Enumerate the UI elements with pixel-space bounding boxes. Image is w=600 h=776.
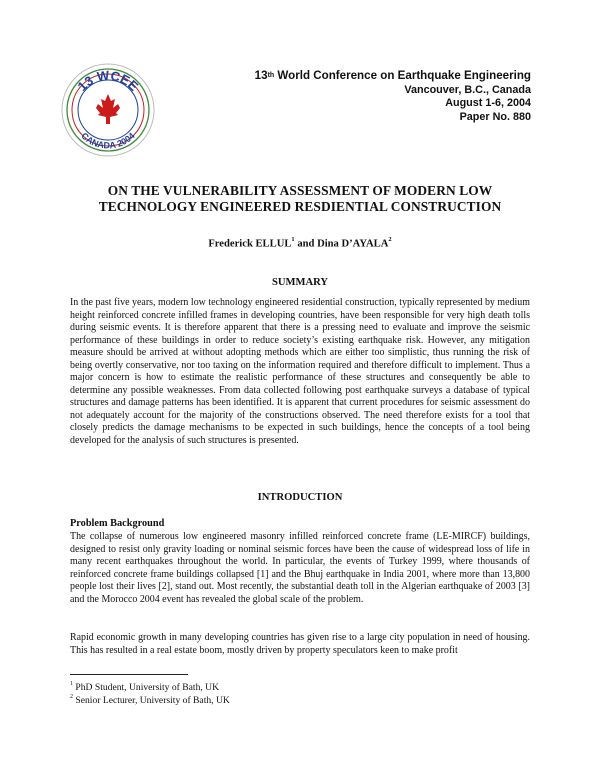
conference-header [201,69,531,124]
footnote-2: $^2$ Senior Lecturer, University of Bath, UK [70,694,230,707]
logo-bottom-text: CANADA 2004 [79,130,137,151]
conference-dates: August 1-6, 2004 [445,97,531,110]
conference-name: 13th World Conference on Earthquake Engineering [254,69,531,82]
wcee-logo [60,62,156,158]
paper-title [60,183,540,214]
author-list: Frederick ELLUL$^1$ and Dina D’AYALA$^2$ [208,236,392,250]
title-line-1: ON THE VULNERABILITY ASSESSMENT OF MODERN LOW [107,183,493,198]
paper-number: Paper No. 880 [459,110,531,123]
author-1-footnote-mark: 1 [291,236,295,243]
introduction-heading: INTRODUCTION [257,492,343,503]
author-2-footnote-mark: 2 [388,236,392,243]
footnote-divider [70,674,188,675]
summary-paragraph: In the past five years, modern low technology engineered residential construction, typically represented by medium height reinforced concrete infilled frames in developing countries, have been responsible for very high death tolls during seismic events. It is therefore apparent that there is a pressing need to evaluate and improve the seismic performance of these buildings in order to reduce society’s existing earthquake risk. However, any mitigation measure should be arrived at without adopting methods which are either too simplistic, thus running the risk of being overtly conservative, nor too taxing on the information required and therefore difficult to implement. Thus a major concern is how to estimate the realistic performance of these structures and consequently be able to determine any possible weaknesses. From data collected following post earthquake surveys a database of typical structures and damage patterns has been identified. It is apparent that current procedures for seismic assessment do not adequately account for the majority of the constructions observed. The need therefore exists for a tool that closely predicts the damage mechanisms to be expected in such buildings, hence the concepts of a tool being developed for the analysis of such structures is presented. [70,297,530,446]
footnote-1: $^1$ PhD Student, University of Bath, UK [70,681,220,694]
summary-heading: SUMMARY [271,277,329,288]
conference-location: Vancouver, B.C., Canada [404,84,531,97]
author-1: Frederick ELLUL [208,238,292,250]
problem-background-heading: Problem Background [70,518,165,529]
logo-top-text: 13 WCEE [74,67,142,94]
introduction-paragraph-1: The collapse of numerous low engineered masonry infilled reinforced concrete frame (LE-MIRCF) buildings, designed to resist only gravity loading or nominal seismic forces have been the cause of widespread loss of life in many recent earthquakes throughout the world. In particular, the events of Turkey 1999, where thousands of reinforced concrete frame buildings collapsed [1] and the Bhuj earthquake in India 2001, where more than 13,800 people lost their lives [2], stand out. Most recently, the substantial death toll in the Algerian earthquake of 2003 [3] and the Morocco 2004 event has revealed the global scale of the problem. [70,531,530,605]
introduction-paragraph-2: Rapid economic growth in many developing countries has given rise to a large city population in need of housing. This has resulted in a real estate boom, mostly driven by property speculators keen to make profit [70,632,530,656]
author-2: Dina D’AYALA [317,238,389,250]
title-line-2: TECHNOLOGY ENGINEERED RESDIENTIAL CONSTRUCTION [98,198,502,214]
